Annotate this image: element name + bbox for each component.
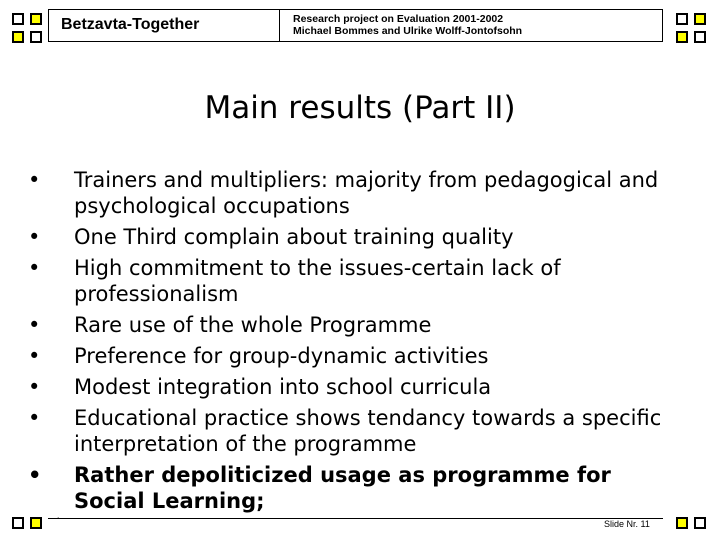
header-box — [48, 9, 663, 42]
corner-square-icon — [30, 13, 42, 25]
corner-square-icon — [676, 13, 688, 25]
list-item — [28, 374, 688, 400]
corner-square-icon — [694, 517, 706, 529]
bullet-icon: • — [28, 225, 41, 249]
bullet-icon: • — [28, 463, 42, 487]
project-info — [293, 13, 522, 37]
list-item-text: Preference for group-dynamic activities — [74, 344, 489, 368]
bullet-icon: • — [28, 406, 41, 430]
results-list — [28, 167, 688, 519]
corner-square-icon — [12, 13, 24, 25]
slide-title: Main results (Part II) — [204, 90, 516, 126]
list-item — [28, 343, 688, 369]
list-item — [28, 224, 688, 250]
project-authors: Michael Bommes and Ulrike Wolff-Jontofsohn — [293, 25, 523, 37]
list-item — [28, 462, 688, 514]
footer-rule — [48, 518, 663, 519]
corner-square-icon — [694, 13, 706, 25]
header-divider — [279, 10, 280, 41]
bullet-icon: • — [28, 375, 41, 399]
list-item-text: Rather depoliticized usage as programme for Social Learning; — [74, 463, 611, 513]
project-title: Research project on Evaluation 2001-2002 — [293, 13, 504, 25]
list-item-text: Trainers and multipliers: majority from pedagogical and psychological occupations — [74, 168, 659, 218]
corner-square-icon — [694, 31, 706, 43]
bullet-icon: • — [28, 344, 41, 368]
corner-square-icon — [30, 31, 42, 43]
list-item — [28, 312, 688, 338]
corner-square-icon — [676, 31, 688, 43]
brand-title: Betzavta-Together — [61, 16, 200, 33]
list-item-text: One Third complain about training quality — [74, 225, 514, 249]
bullet-icon: • — [28, 313, 41, 337]
list-item-text: Educational practice shows tendancy towards a specific interpretation of the programme — [74, 406, 662, 456]
list-item-text: Rare use of the whole Programme — [74, 313, 432, 337]
corner-square-icon — [12, 31, 24, 43]
bullet-icon: • — [28, 256, 41, 280]
slide-number: Slide Nr. 11 — [604, 519, 650, 529]
list-item — [28, 255, 688, 307]
list-item — [28, 405, 688, 457]
corner-square-icon — [12, 517, 24, 529]
bullet-icon: • — [28, 168, 41, 192]
list-item — [28, 167, 688, 219]
footer-mark: ` — [57, 517, 61, 528]
list-item-text: Modest integration into school curricula — [74, 375, 492, 399]
list-item-text: High commitment to the issues-certain lack of professionalism — [74, 256, 561, 306]
